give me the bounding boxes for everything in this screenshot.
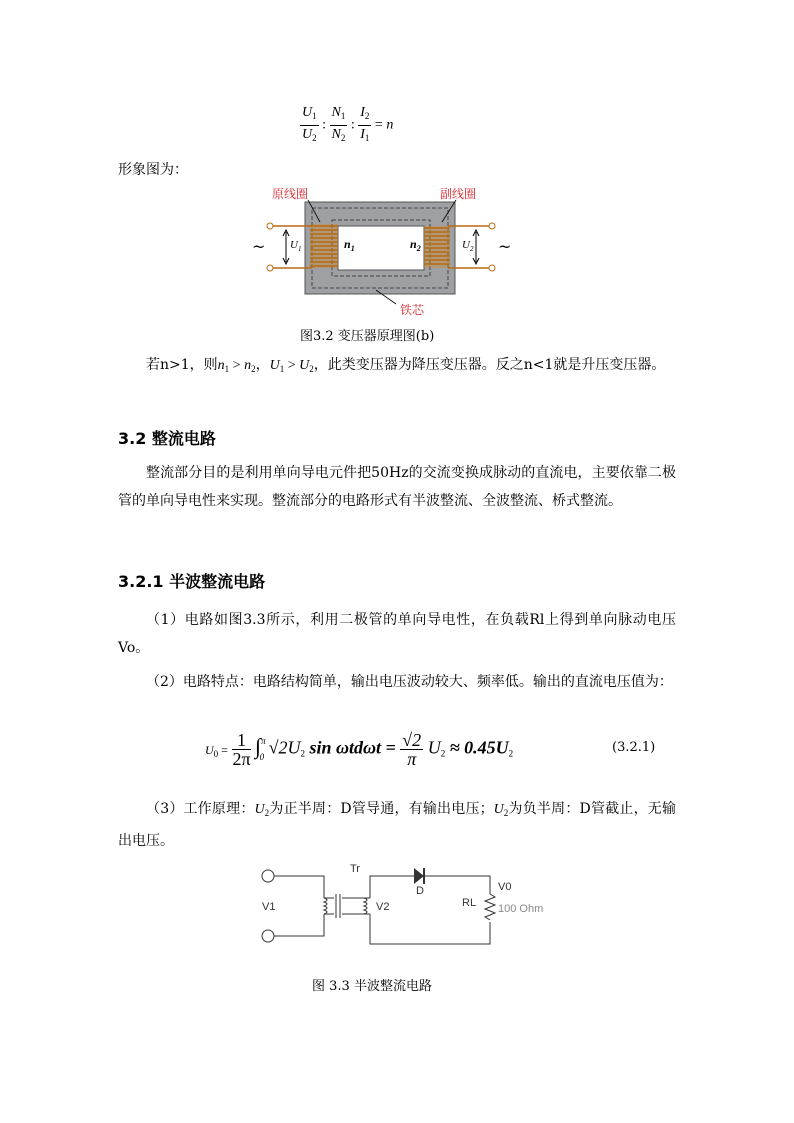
core-label: 铁芯 [400,303,425,317]
secondary-coil [424,226,450,268]
figure-3-3-caption: 图 3.3 半波整流电路 [312,979,432,994]
v1-label: V1 [262,901,276,913]
intro-text: 形象图为： [118,162,188,178]
equation-number: (3.2.1) [612,740,656,755]
diode-symbol [414,868,424,884]
item-3: （3）工作原理：$U_2$为正半周：D管导通，有输出电压；$U_2$为负半周：D管截止，无输出电压。 [118,801,676,849]
section-heading-3-2-1: 3.2.1 半波整流电路 [118,572,266,591]
u1-label: $U_1$ [290,239,302,253]
n1-label: $n_1$ [344,237,355,253]
primary-coil-label: 原线圈 [272,187,309,201]
paragraph-transformer-ratio: 若n>1，则$n_1 > n_2$，$U_1 > U_2$，此类变压器为降压变压器。反之n<1就是升压变压器。 [146,357,666,374]
equation-3-2-1: $U_0$ = $\frac{1}{2\pi}$ ∫$^\pi_0$ $√2U_2$ sin ωtdωt = $\frac{√2}{\pi}$ $U_2 \approx 0.45U_2$ [205,730,514,769]
half-wave-rectifier-circuit [252,858,562,950]
ac-symbol-left: ~ [252,237,266,256]
primary-coil [310,224,338,268]
secondary-coil-label: 副线圈 [440,187,477,201]
figure-3-2-caption: 图3.2 变压器原理图(b) [300,329,435,344]
transformer-secondary [364,898,367,914]
resistance-value: 100 Ohm [498,903,544,915]
ratio-equation: $\frac{U_1}{U_2}$ : $\frac{N_1}{N_2}$ : $\frac{I_2}{I_1}$ = n [302,105,394,143]
u2-label: $U_2$ [462,239,474,253]
transformer-figure [250,186,550,320]
v0-label: V0 [498,881,512,893]
load-resistor [485,894,495,920]
ac-symbol-right: ~ [498,237,512,256]
v2-label: V2 [376,901,390,913]
n2-label: $n_2$ [410,237,421,253]
rl-label: RL [462,897,477,909]
transformer-primary [324,898,327,914]
item-2: （2）电路特点：电路结构简单，输出电压波动较大、频率低。输出的直流电压值为： [146,674,673,690]
tr-label: Tr [350,863,360,875]
section-heading-3-2: 3.2 整流电路 [118,429,216,448]
diode-label: D [416,885,424,897]
paragraph-rectifier-intro: 整流部分目的是利用单向导电元件把50Hz的交流变换成脉动的直流电，主要依靠二极管的单向导电性来实现。整流部分的电路形式有半波整流、全波整流、桥式整流。 [118,465,676,509]
item-1: （1）电路如图3.3所示，利用二极管的单向导电性，在负载Rl上得到单向脉动电压Vo。 [118,612,676,656]
